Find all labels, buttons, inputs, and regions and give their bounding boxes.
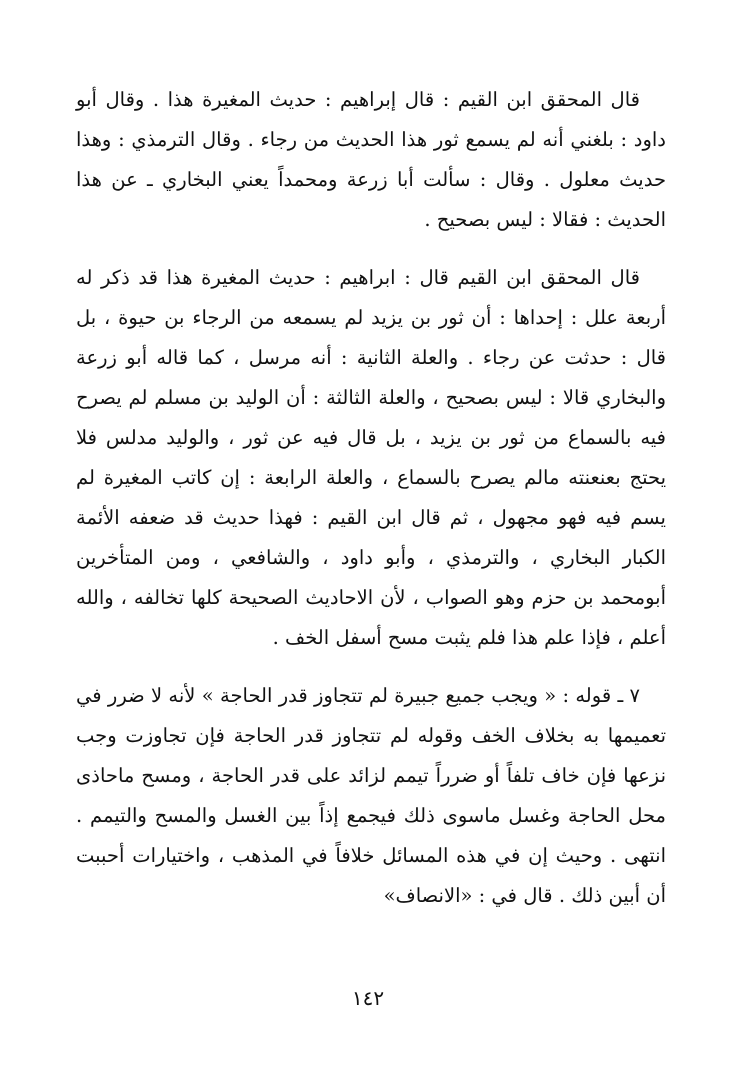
paragraph-splint-ruling: ٧ ـ قوله : « ويجب جميع جبيرة لم تتجاوز قدر الحاجة » لأنه لا ضرر في تعميمها به بخلاف الخف وقوله لم تتجاوز قدر الحاجة فإن تجاوزت وجب نزعها فإن خاف تلفاً أو ضرراً تيمم لزائد على قدر الحاجة ، ومسح ماحاذى محل الحاجة وغسل ماسوى ذلك فيجمع إذاً بين الغسل والمسح والتيمم . انتهى . وحيث إن في هذه المسائل خلافاً في المذهب ، واختيارات أحببت أن أبين ذلك . قال في : «الانصاف» bbox=[76, 684, 666, 907]
paragraph-four-defects: قال المحقق ابن القيم قال : ابراهيم : حديث المغيرة هذا قد ذكر له أربعة علل : إحداها : أن ثور بن يزيد لم يسمعه من الرجاء بن حيوة ، بل قال : حدثت عن رجاء . والعلة الثانية : أنه مرسل ، كما قاله أبو زرعة والبخاري قالا : ليس بصحيح ، والعلة الثالثة : أن الوليد بن مسلم لم يصرح فيه بالسماع من ثور بن يزيد ، بل قال فيه عن ثور ، والوليد مدلس فلا يحتج بعنعنته مالم يصرح بالسماع ، والعلة الرابعة : إن كاتب المغيرة لم يسم فيه فهو مجهول ، ثم قال ابن القيم : فهذا حديث قد ضعفه الأئمة الكبار البخاري ، والترمذي ، وأبو داود ، والشافعي ، ومن المتأخرين أبومحمد بن حزم وهو الصواب ، لأن الاحاديث الصحيحة كلها تخالفه ، والله أعلم ، فإذا علم هذا فلم يثبت مسح أسفل الخف . bbox=[76, 266, 666, 649]
paragraph-ibn-qayyim-quote: قال المحقق ابن القيم : قال إبراهيم : حديث المغيرة هذا . وقال أبو داود : بلغني أنه لم يسمع ثور هذا الحديث من رجاء . وقال الترمذي : وهذا حديث معلول . وقال : سألت أبا زرعة ومحمداً يعني البخاري ـ عن هذا الحديث : فقالا : ليس بصحيح . bbox=[76, 88, 666, 231]
page-number: ١٤٢ bbox=[351, 986, 385, 1010]
